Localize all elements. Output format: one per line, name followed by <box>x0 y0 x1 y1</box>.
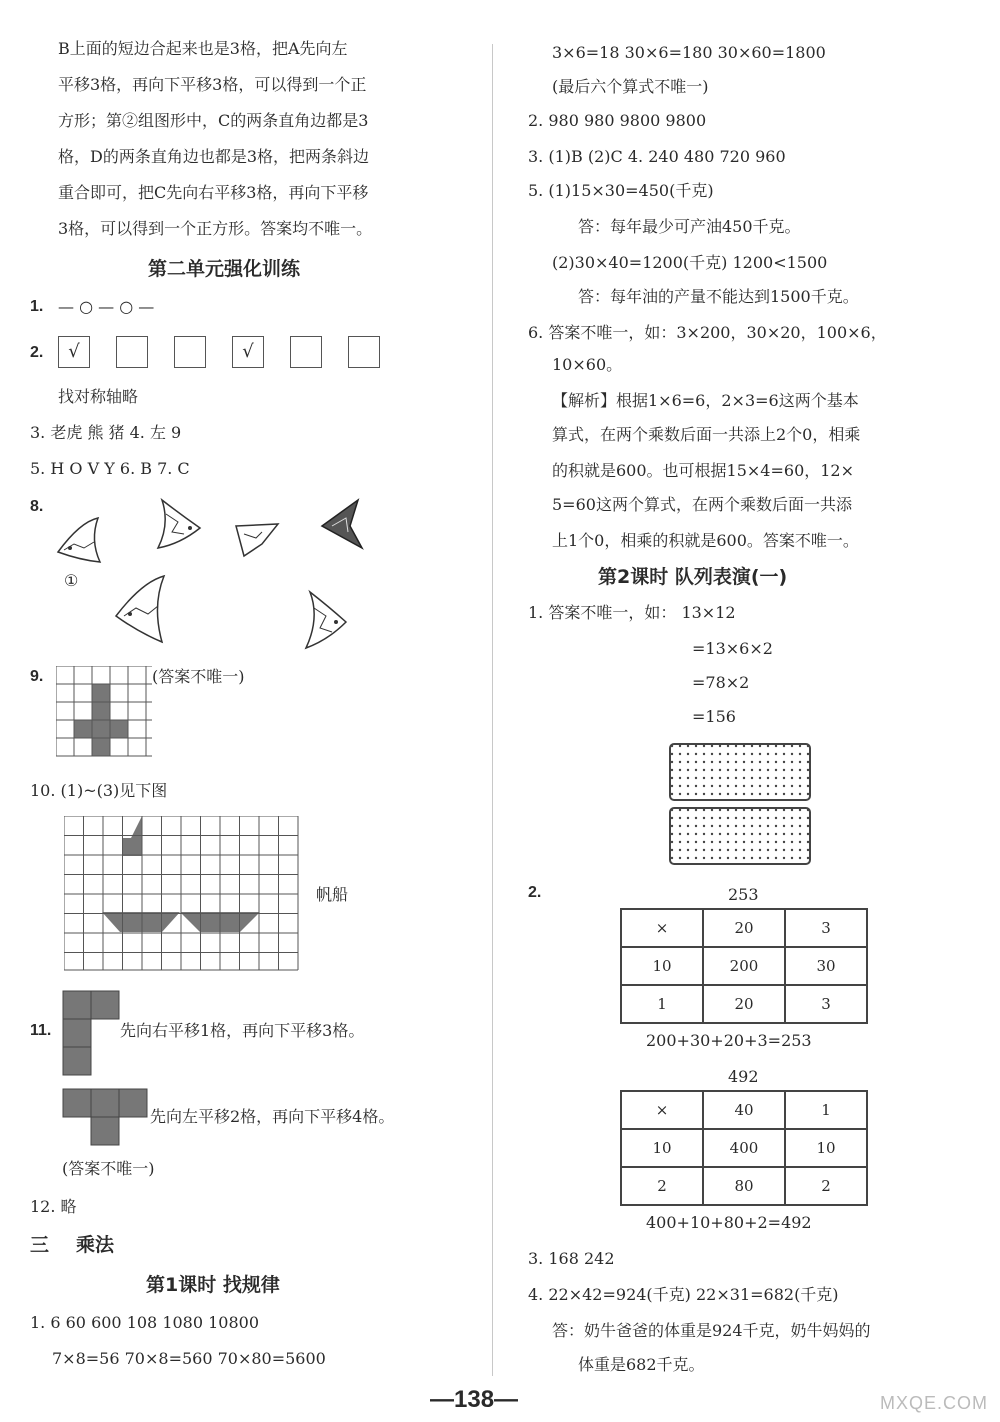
unit3-number: 三 <box>30 1234 50 1256</box>
q3-q4-answers: 3. 老虎 熊 猪 4. 左 9 <box>30 423 182 442</box>
left-para-line-5: 重合即可，把C先向右平移3格，再向下平移 <box>58 183 369 202</box>
fish-figure-6 <box>300 588 350 654</box>
right-analysis-4: 5=60这两个算式，在两个乘数后面一共添 <box>552 495 852 514</box>
q10-label: 10. (1)~(3)见下图 <box>30 781 168 800</box>
q2-box-1: √ <box>58 336 90 368</box>
table-cell: × <box>621 909 703 947</box>
fish-figure-2 <box>150 494 210 556</box>
q10-sailboat-grid <box>64 816 300 972</box>
q10-sailboat-label: 帆船 <box>316 885 349 904</box>
right-q3-q4: 3. (1)B (2)C 4. 240 480 720 960 <box>528 147 786 166</box>
table-cell: 200 <box>703 947 785 985</box>
right-line-2: (最后六个算式不唯一) <box>552 77 709 96</box>
table-cell: 400 <box>703 1129 785 1167</box>
q2-box-4: √ <box>232 336 264 368</box>
left-para-line-6: 3格，可以得到一个正方形。答案均不唯一。 <box>58 219 373 238</box>
fish-figure-4 <box>318 496 368 554</box>
left-para-line-2: 平移3格，再向下平移3格，可以得到一个正 <box>58 75 367 94</box>
unit3-title: 乘法 <box>76 1234 115 1256</box>
table-cell: 3 <box>785 909 867 947</box>
lesson2-q4: 4. 22×42=924(千克) 22×31=682(千克) <box>528 1285 839 1304</box>
fish-figure-1 <box>50 512 110 574</box>
table-row <box>621 1091 867 1129</box>
fish-figure-3 <box>232 516 282 562</box>
table-row <box>621 909 867 947</box>
table-cell: 80 <box>703 1167 785 1205</box>
q2-number: 2. <box>30 344 44 361</box>
q8-circle-label: ① <box>64 571 79 590</box>
q2-note: 找对称轴略 <box>58 387 139 406</box>
table-cell: 30 <box>785 947 867 985</box>
q12-answer: 12. 略 <box>30 1197 77 1216</box>
lesson2-q3: 3. 168 242 <box>528 1249 615 1268</box>
table-cell: 1 <box>785 1091 867 1129</box>
right-q5-1-answer: 答：每年最少可产油450千克。 <box>578 217 801 236</box>
table-cell: 10 <box>785 1129 867 1167</box>
table1-sum: 200+30+20+3=253 <box>646 1031 812 1050</box>
table-cell: 2 <box>785 1167 867 1205</box>
right-analysis-3: 的积就是600。也可根据15×4=60，12× <box>552 461 855 480</box>
lesson2-q4-answer-1: 答：奶牛爸爸的体重是924千克，奶牛妈妈的 <box>552 1321 871 1340</box>
right-q5-2-answer: 答：每年油的产量不能达到1500千克。 <box>578 287 859 306</box>
table2 <box>620 1090 868 1206</box>
table-cell: 40 <box>703 1091 785 1129</box>
lesson1-title: 第1课时 找规律 <box>146 1274 280 1296</box>
table-row <box>621 947 867 985</box>
table-cell: 2 <box>621 1167 703 1205</box>
lesson2-title: 第2课时 队列表演(一) <box>598 566 788 588</box>
lesson2-q4-answer-2: 体重是682千克。 <box>578 1355 705 1374</box>
right-q5-1: 5. (1)15×30=450(千克) <box>528 181 714 200</box>
table-row <box>621 1167 867 1205</box>
q1-answer: — ○ — ○ — <box>58 297 155 316</box>
right-analysis-5: 上1个0，相乘的积就是600。答案不唯一。 <box>552 531 859 550</box>
right-q6: 6. 答案不唯一，如：3×200，30×20，100×6， <box>528 323 887 342</box>
table-cell: 1 <box>621 985 703 1023</box>
left-para-line-3: 方形；第②组图形中，C的两条直角边都是3 <box>58 111 369 130</box>
q2-box-5 <box>290 336 322 368</box>
table-cell: 10 <box>621 947 703 985</box>
table-cell: 20 <box>703 985 785 1023</box>
q1-number: 1. <box>30 298 44 315</box>
right-line-1: 3×6=18 30×6=180 30×60=1800 <box>552 43 826 62</box>
table2-title: 492 <box>728 1067 759 1086</box>
q11-answer-b: 先向左平移2格，再向下平移4格。 <box>150 1107 395 1126</box>
page-number: —138— <box>430 1386 519 1413</box>
section-title-unit2: 第二单元强化训练 <box>148 258 301 280</box>
right-analysis-2: 算式，在两个乘数后面一共添上2个0，相乘 <box>552 425 861 444</box>
table-cell: × <box>621 1091 703 1129</box>
left-para-line-4: 格，D的两条直角边也都是3格，把两条斜边 <box>58 147 370 166</box>
q9-note: (答案不唯一) <box>152 667 245 686</box>
lesson1-q1-line1: 1. 6 60 600 108 1080 10800 <box>30 1313 260 1332</box>
table-row <box>621 1129 867 1167</box>
q11-note: (答案不唯一) <box>62 1159 155 1178</box>
left-para-line-1: B上面的短边合起来也是3格，把A先向左 <box>58 39 348 58</box>
lesson2-q2-number: 2. <box>528 884 542 901</box>
right-q5-2: (2)30×40=1200(千克) 1200<1500 <box>552 253 828 272</box>
q11-shape-a <box>62 990 120 1078</box>
lesson2-q1-line2: =13×6×2 <box>692 639 773 658</box>
table-row <box>621 985 867 1023</box>
right-analysis-1: 【解析】根据1×6=6，2×3=6这两个基本 <box>552 391 859 410</box>
dot-array-figure <box>668 742 814 868</box>
q11-answer-a: 先向右平移1格，再向下平移3格。 <box>120 1021 365 1040</box>
watermark: MXQE.COM <box>879 1393 988 1413</box>
q9-grid-figure <box>56 666 152 762</box>
q5-q7-answers: 5. H O V Y 6. B 7. C <box>30 459 190 478</box>
right-q6-cont: 10×60。 <box>552 355 623 374</box>
lesson2-q1-line4: =156 <box>692 707 736 726</box>
fish-figure-5 <box>108 572 168 648</box>
q8-number: 8. <box>30 498 44 515</box>
q11-shape-b <box>62 1088 150 1146</box>
lesson1-q1-line2: 7×8=56 70×8=560 70×80=5600 <box>52 1349 326 1368</box>
table-cell: 10 <box>621 1129 703 1167</box>
table1-title: 253 <box>728 885 759 904</box>
table-cell: 3 <box>785 985 867 1023</box>
q2-box-3 <box>174 336 206 368</box>
q11-number: 11. <box>30 1022 52 1039</box>
table2-sum: 400+10+80+2=492 <box>646 1213 812 1232</box>
table-cell: 20 <box>703 909 785 947</box>
column-divider <box>492 44 493 1376</box>
lesson2-q1-line3: =78×2 <box>692 673 750 692</box>
lesson2-q1-line1: 1. 答案不唯一，如： 13×12 <box>528 603 736 622</box>
right-q2: 2. 980 980 9800 9800 <box>528 111 707 130</box>
table1 <box>620 908 868 1024</box>
q9-number: 9. <box>30 668 44 685</box>
q2-box-6 <box>348 336 380 368</box>
q2-box-2 <box>116 336 148 368</box>
